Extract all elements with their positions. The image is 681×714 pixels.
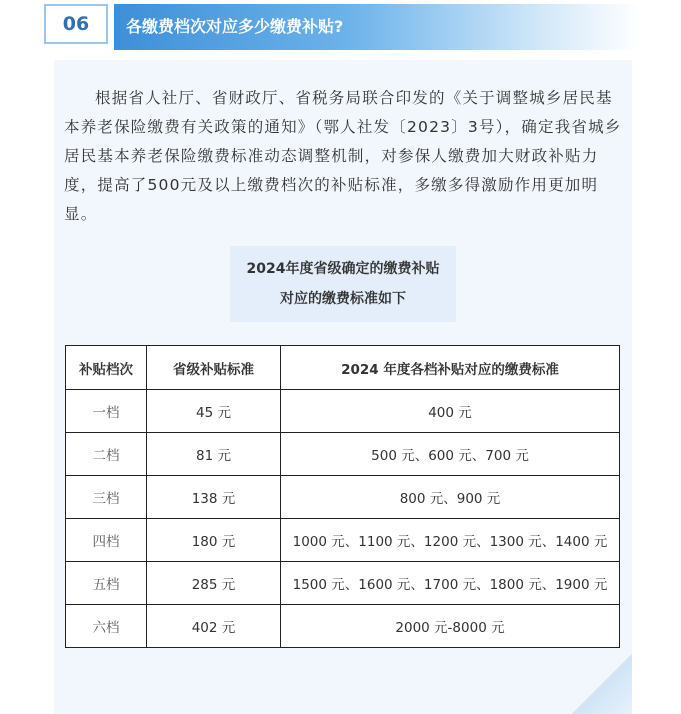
cell-level: 四档: [66, 519, 147, 562]
subsidy-table: [65, 345, 620, 648]
cell-level: 三档: [66, 476, 147, 519]
cell-subsidy: 180 元: [147, 519, 281, 562]
cell-subsidy: 138 元: [147, 476, 281, 519]
table-header-row: [66, 346, 620, 390]
cell-contribution: 500 元、600 元、700 元: [281, 433, 620, 476]
cell-level: 五档: [66, 562, 147, 605]
header-contribution: 2024 年度各档补贴对应的缴费标准: [281, 346, 620, 390]
intro-paragraph: [64, 84, 622, 229]
table-row: [66, 605, 620, 648]
cell-contribution: 1000 元、1100 元、1200 元、1300 元、1400 元: [281, 519, 620, 562]
subsidy-table-wrapper: [65, 345, 620, 648]
intro-text: 根据省人社厅、省财政厅、省税务局联合印发的《关于调整城乡居民基本养老保险缴费有关政策的通知》（鄂人社发〔2023〕3号），确定我省城乡居民基本养老保险缴费标准动态调整机制，对参保人缴费加大财政补贴力度，提高了500元及以上缴费档次的补贴标准，多缴多得激励作用更加明显。: [64, 89, 622, 223]
section-title: 各缴费档次对应多少缴费补贴?: [126, 17, 344, 36]
table-row: [66, 519, 620, 562]
panel-corner-decoration: [572, 654, 632, 714]
subtitle-line-1: 2024年度省级确定的缴费补贴: [246, 261, 440, 277]
table-row: [66, 390, 620, 433]
table-row: [66, 433, 620, 476]
header-subsidy: 省级补贴标准: [147, 346, 281, 390]
subtitle-line-2: 对应的缴费标准如下: [280, 291, 406, 307]
cell-subsidy: 402 元: [147, 605, 281, 648]
cell-level: 一档: [66, 390, 147, 433]
section-header: [44, 4, 640, 50]
table-row: [66, 476, 620, 519]
cell-level: 二档: [66, 433, 147, 476]
cell-subsidy: 285 元: [147, 562, 281, 605]
cell-contribution: 800 元、900 元: [281, 476, 620, 519]
table-subtitle: [230, 246, 456, 322]
cell-subsidy: 81 元: [147, 433, 281, 476]
table-row: [66, 562, 620, 605]
cell-contribution: 1500 元、1600 元、1700 元、1800 元、1900 元: [281, 562, 620, 605]
section-number: 06: [44, 4, 108, 44]
cell-contribution: 400 元: [281, 390, 620, 433]
cell-level: 六档: [66, 605, 147, 648]
cell-contribution: 2000 元-8000 元: [281, 605, 620, 648]
header-level: 补贴档次: [66, 346, 147, 390]
cell-subsidy: 45 元: [147, 390, 281, 433]
